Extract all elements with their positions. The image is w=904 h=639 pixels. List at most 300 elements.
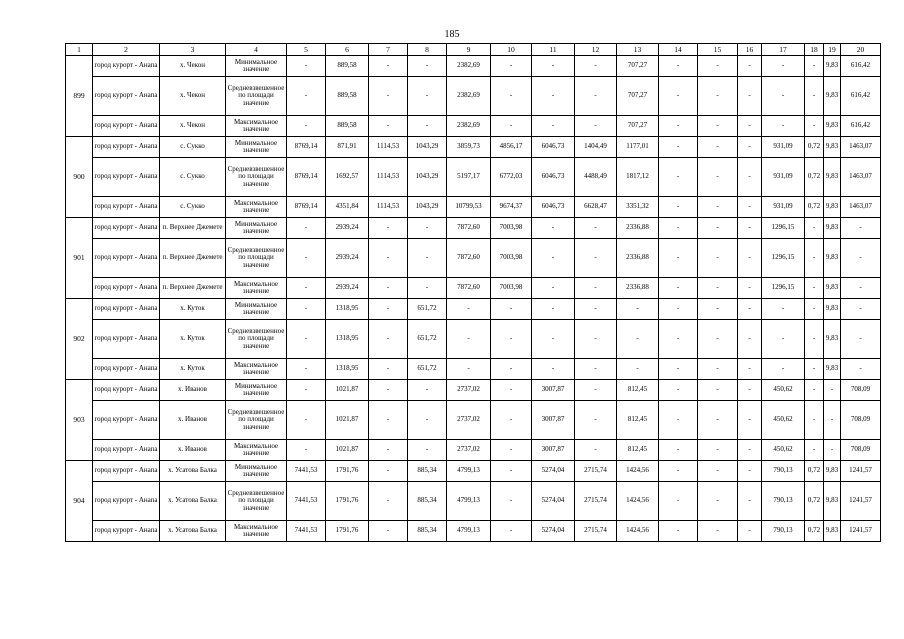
- table-cell: -: [738, 137, 762, 158]
- table-cell: 812,45: [617, 380, 659, 401]
- table-cell: -: [824, 401, 841, 440]
- table-cell: -: [575, 401, 617, 440]
- table-cell: -: [369, 299, 408, 320]
- page-number: 185: [444, 29, 460, 40]
- table-cell: -: [369, 239, 408, 278]
- table-cell: 4799,13: [447, 521, 491, 542]
- table-cell: 9,83: [824, 56, 841, 77]
- column-header: 19: [824, 44, 841, 56]
- table-cell: 9,83: [824, 116, 841, 137]
- table-cell: -: [738, 116, 762, 137]
- table-cell: -: [491, 77, 532, 116]
- table-cell: -: [491, 482, 532, 521]
- table-cell: -: [447, 359, 491, 380]
- table-cell: 10799,53: [447, 197, 491, 218]
- table-cell: 6628,47: [575, 197, 617, 218]
- table-cell: 885,34: [408, 461, 447, 482]
- table-cell: -: [841, 299, 881, 320]
- table-cell: 0,72: [805, 197, 824, 218]
- table-cell: -: [738, 77, 762, 116]
- table-cell: 4799,13: [447, 461, 491, 482]
- table-cell: -: [287, 278, 326, 299]
- table-cell: -: [491, 299, 532, 320]
- table-cell: 708,09: [841, 401, 881, 440]
- table-cell: 5197,17: [447, 158, 491, 197]
- table-cell: 0,72: [805, 521, 824, 542]
- table-cell: -: [738, 56, 762, 77]
- table-cell: город курорт - Анапа: [93, 440, 160, 461]
- table-cell: -: [805, 77, 824, 116]
- table-cell: 1318,95: [326, 299, 369, 320]
- table-cell: город курорт - Анапа: [93, 116, 160, 137]
- table-cell: -: [287, 116, 326, 137]
- table-cell: -: [369, 320, 408, 359]
- table-cell: -: [287, 401, 326, 440]
- table-cell: -: [698, 521, 738, 542]
- table-cell: 4351,84: [326, 197, 369, 218]
- table-cell: -: [491, 521, 532, 542]
- table-cell: х. Чекон: [160, 56, 226, 77]
- table-cell: 7003,98: [491, 218, 532, 239]
- table-cell: с. Сукко: [160, 197, 226, 218]
- table-cell: Минимальное значение: [226, 461, 287, 482]
- table-cell: -: [805, 239, 824, 278]
- table-cell: х. Усатова Балка: [160, 482, 226, 521]
- table-cell: 7003,98: [491, 278, 532, 299]
- table-cell: 1296,15: [762, 278, 805, 299]
- table-cell: 1404,49: [575, 137, 617, 158]
- table-cell: -: [659, 116, 698, 137]
- table-cell: -: [805, 278, 824, 299]
- table-cell: -: [575, 56, 617, 77]
- column-header: 11: [532, 44, 575, 56]
- table-cell: Максимальное значение: [226, 440, 287, 461]
- table-cell: -: [369, 482, 408, 521]
- table-cell: 1318,95: [326, 320, 369, 359]
- table-cell: -: [408, 116, 447, 137]
- table-cell: -: [738, 218, 762, 239]
- table-cell: 7441,53: [287, 482, 326, 521]
- table-cell: -: [491, 116, 532, 137]
- column-header: 8: [408, 44, 447, 56]
- table-cell: -: [532, 359, 575, 380]
- table-cell: -: [659, 56, 698, 77]
- table-cell: 3351,32: [617, 197, 659, 218]
- table-cell: 1318,95: [326, 359, 369, 380]
- table-cell: 3007,87: [532, 440, 575, 461]
- table-cell: 1296,15: [762, 218, 805, 239]
- table-cell: -: [698, 401, 738, 440]
- table-cell: -: [369, 56, 408, 77]
- column-header: 5: [287, 44, 326, 56]
- table-cell: Средневзвешенное по площади значение: [226, 482, 287, 521]
- table-cell: х. Куток: [160, 299, 226, 320]
- table-cell: город курорт - Анапа: [93, 137, 160, 158]
- table-cell: -: [491, 401, 532, 440]
- table-row: [66, 56, 881, 77]
- table-cell: 4856,17: [491, 137, 532, 158]
- table-cell: -: [532, 56, 575, 77]
- table-cell: -: [698, 461, 738, 482]
- row-number: 903: [66, 380, 93, 461]
- table-cell: 3007,87: [532, 380, 575, 401]
- table-cell: -: [447, 320, 491, 359]
- table-cell: город курорт - Анапа: [93, 197, 160, 218]
- table-cell: город курорт - Анапа: [93, 77, 160, 116]
- table-cell: 7872,60: [447, 218, 491, 239]
- table-cell: -: [738, 320, 762, 359]
- table-cell: х. Усатова Балка: [160, 461, 226, 482]
- table-cell: 0,72: [805, 482, 824, 521]
- table-cell: -: [369, 461, 408, 482]
- table-cell: -: [824, 380, 841, 401]
- table-cell: 1043,29: [408, 158, 447, 197]
- table-cell: -: [408, 380, 447, 401]
- table-cell: -: [532, 218, 575, 239]
- table-cell: Максимальное значение: [226, 359, 287, 380]
- table-cell: -: [408, 239, 447, 278]
- row-number: 900: [66, 137, 93, 218]
- table-cell: -: [738, 197, 762, 218]
- table-cell: -: [369, 521, 408, 542]
- table-cell: х. Усатова Балка: [160, 521, 226, 542]
- table-cell: х. Иванов: [160, 440, 226, 461]
- table-cell: -: [491, 461, 532, 482]
- table-cell: Минимальное значение: [226, 380, 287, 401]
- table-cell: 707,27: [617, 56, 659, 77]
- table-cell: 5274,04: [532, 461, 575, 482]
- table-cell: -: [408, 77, 447, 116]
- table-cell: 2715,74: [575, 482, 617, 521]
- table-cell: -: [287, 239, 326, 278]
- table-cell: 616,42: [841, 77, 881, 116]
- table-cell: 9,83: [824, 299, 841, 320]
- table-cell: 1177,01: [617, 137, 659, 158]
- table-cell: -: [287, 77, 326, 116]
- table-cell: город курорт - Анапа: [93, 380, 160, 401]
- table-cell: -: [698, 278, 738, 299]
- table-row: [66, 137, 881, 158]
- table-cell: -: [659, 440, 698, 461]
- table-cell: -: [738, 521, 762, 542]
- table-cell: -: [532, 116, 575, 137]
- table-cell: -: [762, 56, 805, 77]
- table-cell: 812,45: [617, 401, 659, 440]
- table-cell: -: [805, 401, 824, 440]
- table-cell: -: [369, 359, 408, 380]
- table-cell: Средневзвешенное по площади значение: [226, 77, 287, 116]
- table-cell: -: [824, 440, 841, 461]
- table-cell: -: [659, 461, 698, 482]
- table-cell: -: [659, 380, 698, 401]
- table-cell: Минимальное значение: [226, 218, 287, 239]
- table-cell: х. Иванов: [160, 380, 226, 401]
- table-cell: 708,09: [841, 440, 881, 461]
- table-cell: 1296,15: [762, 239, 805, 278]
- table-cell: 9,83: [824, 218, 841, 239]
- table-cell: -: [532, 278, 575, 299]
- column-header: 3: [160, 44, 226, 56]
- table-cell: город курорт - Анапа: [93, 461, 160, 482]
- table-cell: с. Сукко: [160, 137, 226, 158]
- table-cell: 2737,02: [447, 401, 491, 440]
- table-cell: 5274,04: [532, 482, 575, 521]
- table-cell: 7872,60: [447, 239, 491, 278]
- table-cell: 1463,07: [841, 197, 881, 218]
- table-cell: Минимальное значение: [226, 56, 287, 77]
- table-cell: 651,72: [408, 320, 447, 359]
- table-cell: 450,62: [762, 401, 805, 440]
- column-header: 15: [698, 44, 738, 56]
- table-cell: 7441,53: [287, 521, 326, 542]
- table-cell: -: [659, 137, 698, 158]
- table-cell: -: [805, 299, 824, 320]
- column-header: 4: [226, 44, 287, 56]
- table-cell: х. Куток: [160, 320, 226, 359]
- table-cell: -: [659, 401, 698, 440]
- column-header: 17: [762, 44, 805, 56]
- table-cell: 9,83: [824, 482, 841, 521]
- table-cell: город курорт - Анапа: [93, 320, 160, 359]
- table-cell: -: [287, 380, 326, 401]
- row-number: 904: [66, 461, 93, 542]
- table-cell: -: [617, 359, 659, 380]
- table-cell: -: [532, 239, 575, 278]
- table-cell: город курорт - Анапа: [93, 359, 160, 380]
- table-cell: 2336,88: [617, 278, 659, 299]
- table-row: [66, 401, 881, 440]
- table-cell: 2939,24: [326, 278, 369, 299]
- table-cell: 8769,14: [287, 197, 326, 218]
- table-cell: 790,13: [762, 461, 805, 482]
- table-cell: 1424,56: [617, 482, 659, 521]
- table-cell: 9,83: [824, 461, 841, 482]
- table-row: [66, 218, 881, 239]
- column-header: 16: [738, 44, 762, 56]
- table-cell: -: [287, 56, 326, 77]
- table-cell: 1241,57: [841, 461, 881, 482]
- table-cell: -: [698, 77, 738, 116]
- table-cell: -: [738, 359, 762, 380]
- table-cell: 6046,73: [532, 197, 575, 218]
- table-cell: -: [698, 440, 738, 461]
- table-cell: -: [369, 278, 408, 299]
- table-cell: -: [805, 116, 824, 137]
- table-cell: город курорт - Анапа: [93, 56, 160, 77]
- table-cell: Максимальное значение: [226, 278, 287, 299]
- table-cell: 1114,53: [369, 197, 408, 218]
- table-cell: город курорт - Анапа: [93, 521, 160, 542]
- column-header: 7: [369, 44, 408, 56]
- table-cell: 450,62: [762, 440, 805, 461]
- table-cell: 9674,37: [491, 197, 532, 218]
- table-cell: 9,83: [824, 521, 841, 542]
- table-cell: -: [762, 77, 805, 116]
- table-row: [66, 461, 881, 482]
- table-cell: -: [762, 359, 805, 380]
- table-cell: -: [659, 218, 698, 239]
- table-cell: -: [738, 461, 762, 482]
- table-cell: 931,09: [762, 197, 805, 218]
- table-cell: -: [841, 239, 881, 278]
- table-cell: -: [698, 158, 738, 197]
- table-cell: -: [575, 116, 617, 137]
- table-cell: 450,62: [762, 380, 805, 401]
- table-cell: -: [805, 56, 824, 77]
- table-cell: город курорт - Анапа: [93, 239, 160, 278]
- column-header: 6: [326, 44, 369, 56]
- table-cell: -: [287, 320, 326, 359]
- table-cell: 708,09: [841, 380, 881, 401]
- table-cell: -: [369, 440, 408, 461]
- header-row: [66, 44, 881, 56]
- table-cell: 2737,02: [447, 380, 491, 401]
- table-cell: -: [408, 440, 447, 461]
- table-cell: 1114,53: [369, 158, 408, 197]
- table-cell: 1021,87: [326, 380, 369, 401]
- table-cell: -: [738, 482, 762, 521]
- column-header: 10: [491, 44, 532, 56]
- table-cell: -: [575, 299, 617, 320]
- table-cell: -: [575, 77, 617, 116]
- table-cell: 9,83: [824, 320, 841, 359]
- table-cell: -: [575, 278, 617, 299]
- table-cell: -: [698, 482, 738, 521]
- table-cell: -: [617, 320, 659, 359]
- table-cell: -: [659, 77, 698, 116]
- table-cell: -: [698, 116, 738, 137]
- table-cell: 790,13: [762, 521, 805, 542]
- table-row: [66, 521, 881, 542]
- table-cell: п. Верхнее Джемете: [160, 218, 226, 239]
- table-cell: -: [575, 239, 617, 278]
- table-cell: -: [698, 218, 738, 239]
- table-cell: -: [805, 380, 824, 401]
- table-cell: 1241,57: [841, 482, 881, 521]
- table-cell: 0,72: [805, 137, 824, 158]
- table-cell: город курорт - Анапа: [93, 218, 160, 239]
- table-cell: -: [659, 521, 698, 542]
- table-cell: 1692,57: [326, 158, 369, 197]
- table-cell: х. Куток: [160, 359, 226, 380]
- table-cell: -: [698, 380, 738, 401]
- table-cell: 616,42: [841, 56, 881, 77]
- table-cell: 1114,53: [369, 137, 408, 158]
- row-number: 899: [66, 56, 93, 137]
- table-cell: 871,91: [326, 137, 369, 158]
- table-cell: 651,72: [408, 299, 447, 320]
- table-cell: -: [698, 197, 738, 218]
- table-row: [66, 440, 881, 461]
- table-cell: 1241,57: [841, 521, 881, 542]
- table-cell: город курорт - Анапа: [93, 482, 160, 521]
- table-cell: Средневзвешенное по площади значение: [226, 239, 287, 278]
- table-cell: -: [287, 218, 326, 239]
- table-cell: -: [369, 401, 408, 440]
- table-cell: 889,58: [326, 116, 369, 137]
- table-row: [66, 239, 881, 278]
- table-cell: -: [659, 197, 698, 218]
- table-row: [66, 116, 881, 137]
- table-cell: 9,83: [824, 137, 841, 158]
- table-cell: -: [491, 440, 532, 461]
- table-cell: 0,72: [805, 461, 824, 482]
- table-cell: -: [659, 320, 698, 359]
- table-cell: -: [738, 440, 762, 461]
- table-cell: 889,58: [326, 77, 369, 116]
- table-cell: -: [841, 320, 881, 359]
- table-cell: 707,27: [617, 116, 659, 137]
- row-number: 902: [66, 299, 93, 380]
- table-cell: 651,72: [408, 359, 447, 380]
- table-cell: -: [287, 440, 326, 461]
- table-cell: -: [575, 440, 617, 461]
- table-cell: 885,34: [408, 482, 447, 521]
- table-cell: Минимальное значение: [226, 299, 287, 320]
- table-cell: город курорт - Анапа: [93, 299, 160, 320]
- table-cell: 1791,76: [326, 461, 369, 482]
- column-header: 1: [66, 44, 93, 56]
- table-cell: 9,83: [824, 197, 841, 218]
- table-row: [66, 197, 881, 218]
- table-cell: -: [369, 116, 408, 137]
- table-row: [66, 482, 881, 521]
- table-cell: 1817,12: [617, 158, 659, 197]
- table-cell: 7872,60: [447, 278, 491, 299]
- table-cell: -: [532, 320, 575, 359]
- table-cell: 707,27: [617, 77, 659, 116]
- table-cell: -: [491, 320, 532, 359]
- table-cell: -: [738, 401, 762, 440]
- table-cell: -: [369, 77, 408, 116]
- table-cell: п. Верхнее Джемете: [160, 278, 226, 299]
- table-cell: 2737,02: [447, 440, 491, 461]
- table-cell: город курорт - Анапа: [93, 158, 160, 197]
- table-cell: -: [408, 56, 447, 77]
- table-cell: 931,09: [762, 158, 805, 197]
- table-cell: город курорт - Анапа: [93, 401, 160, 440]
- table-cell: -: [659, 239, 698, 278]
- table-cell: город курорт - Анапа: [93, 278, 160, 299]
- table-cell: -: [659, 359, 698, 380]
- table-cell: Средневзвешенное по площади значение: [226, 401, 287, 440]
- table-cell: -: [369, 380, 408, 401]
- table-cell: -: [408, 278, 447, 299]
- column-header: 2: [93, 44, 160, 56]
- column-header: 20: [841, 44, 881, 56]
- table-cell: -: [805, 440, 824, 461]
- table-cell: 6772,03: [491, 158, 532, 197]
- table-cell: -: [698, 320, 738, 359]
- table-cell: -: [617, 299, 659, 320]
- table-cell: 7003,98: [491, 239, 532, 278]
- table-cell: п. Верхнее Джемете: [160, 239, 226, 278]
- table-cell: -: [841, 278, 881, 299]
- table-cell: -: [575, 320, 617, 359]
- table-cell: -: [805, 218, 824, 239]
- table-cell: 3007,87: [532, 401, 575, 440]
- table-cell: Максимальное значение: [226, 197, 287, 218]
- table-row: [66, 320, 881, 359]
- table-cell: Средневзвешенное по площади значение: [226, 320, 287, 359]
- table-cell: 1043,29: [408, 137, 447, 158]
- table-cell: 8769,14: [287, 158, 326, 197]
- column-header: 14: [659, 44, 698, 56]
- table-cell: -: [659, 299, 698, 320]
- table-cell: 7441,53: [287, 461, 326, 482]
- table-cell: -: [532, 299, 575, 320]
- table-cell: 1791,76: [326, 521, 369, 542]
